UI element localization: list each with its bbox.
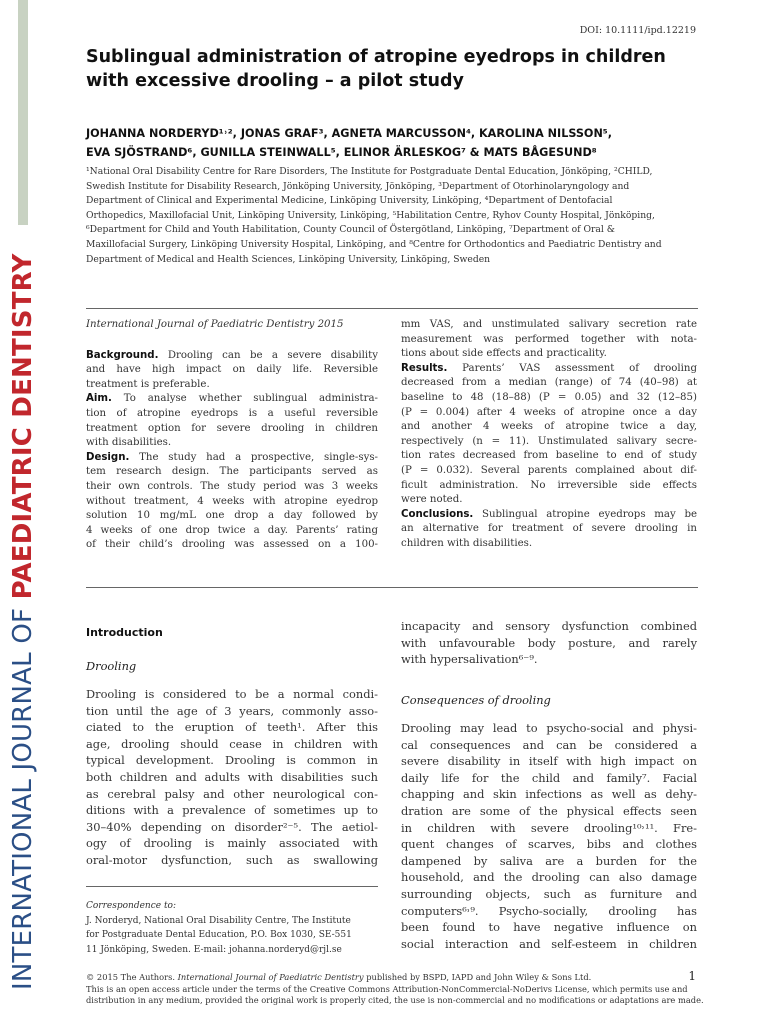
correspondence-line: for Postgraduate Dental Education, P.O. Box 1030, SE-551 bbox=[86, 930, 352, 941]
abstract-section-label: Results. bbox=[401, 362, 448, 374]
intro-right-top bbox=[401, 618, 697, 668]
text-line: household, and the drooling can also damage bbox=[401, 870, 697, 885]
text-line: daily life for the child and family⁷. Facial bbox=[401, 770, 697, 785]
text-line: ogy of drooling is mainly associated with bbox=[86, 836, 378, 851]
text-line-content: tion of atropine eyedrops is a useful reversible bbox=[86, 407, 378, 419]
journal-sidebar bbox=[0, 0, 54, 1024]
text-line bbox=[401, 522, 697, 537]
page-footer bbox=[86, 972, 704, 1007]
doi[interactable]: DOI: 10.1111/ipd.12219 bbox=[579, 25, 696, 36]
affiliation-line: ⁶Department for Child and Youth Habilitation, County Council of Östergötland, Linköping, ⁷Department of Oral & bbox=[86, 224, 615, 236]
text-line-content: tem research design. The participants served as bbox=[86, 466, 378, 478]
text-line bbox=[86, 392, 378, 407]
text-line bbox=[86, 349, 378, 364]
text-line bbox=[401, 406, 697, 421]
text-line: computers⁶˒⁹. Psycho-socially, drooling has bbox=[401, 903, 697, 918]
text-line-content: (P = 0.032). Several parents complained about dif- bbox=[401, 464, 697, 476]
text-line bbox=[401, 449, 697, 464]
text-line: both children and adults with disabilities such bbox=[86, 769, 378, 784]
text-line-content: were noted. bbox=[401, 494, 463, 506]
text-line-content: with disabilities. bbox=[86, 437, 172, 449]
intro-left-text bbox=[86, 686, 378, 869]
title-line: with excessive drooling – a pilot study bbox=[86, 71, 464, 91]
text-line-content: baseline to 48 (18–88) (P = 0.05) and 32 (12–85) bbox=[401, 391, 697, 403]
text-line bbox=[401, 376, 697, 391]
text-line-content: Parents’ VAS assessment of drooling bbox=[447, 362, 697, 374]
copyright-line bbox=[86, 972, 698, 984]
abstract-left-column bbox=[86, 318, 378, 553]
text-line bbox=[401, 435, 697, 450]
text-line-content: 4 weeks of one drop twice a day. Parents’ rating bbox=[86, 524, 378, 536]
text-line-content: (P = 0.004) after 4 weeks of atropine once a day bbox=[401, 406, 697, 418]
text-line-content: their own controls. The study period was 3 weeks bbox=[86, 480, 378, 492]
text-line bbox=[401, 508, 697, 523]
text-line: tion until the age of 3 years, commonly asso- bbox=[86, 703, 378, 718]
text-line bbox=[86, 495, 378, 510]
text-line-content: and have high impact on daily life. Reversible bbox=[86, 364, 378, 376]
subsection-heading-drooling: Drooling bbox=[86, 659, 137, 673]
affiliation-line: Swedish Institute for Disability Research, Jönköping University, Jönköping, ³Department of Otorhinolaryngology and bbox=[86, 180, 630, 192]
correspondence bbox=[86, 899, 386, 957]
text-line: been found to have negative influence on bbox=[401, 920, 697, 935]
journal-name-vertical bbox=[6, 210, 40, 990]
article-title bbox=[86, 45, 706, 93]
text-line: quent changes of scarves, bibs and clothes bbox=[401, 837, 697, 852]
title-line: Sublingual administration of atropine eyedrops in children bbox=[86, 47, 666, 67]
author-line: EVA SJÖSTRAND⁶, GUNILLA STEINWALL⁵, ELINOR ÄRLESKOG⁷ & MATS BÅGESUND⁸ bbox=[86, 146, 597, 159]
text-line-content: tions about side effects and practicality. bbox=[401, 348, 607, 360]
text-line-content: mm VAS, and unstimulated salivary secretion rate bbox=[401, 319, 697, 330]
intro-left-column bbox=[86, 686, 378, 869]
text-line: cal consequences and can be considered a bbox=[401, 737, 697, 752]
affiliation-line: ¹National Oral Disability Centre for Rare Disorders, The Institute for Postgraduate Dental Education, Jönköping, ²CHILD, bbox=[86, 166, 653, 177]
text-line bbox=[401, 479, 697, 494]
text-line-content: treatment is preferable. bbox=[86, 378, 210, 390]
journal-name-part1: INTERNATIONAL JOURNAL OF bbox=[8, 599, 38, 990]
text-line bbox=[86, 465, 378, 480]
affiliation-line: Department of Clinical and Experimental Medicine, Linköping University, Linköping, ⁴Department of Dentofacial bbox=[86, 195, 613, 207]
correspondence-line: 11 Jönköping, Sweden. E-mail: johanna.norderyd@rjl.se bbox=[86, 944, 342, 955]
text-line bbox=[401, 318, 697, 333]
sidebar-color-bar bbox=[18, 0, 28, 225]
license-line: This is an open access article under the terms of the Creative Commons Attribution-NonCommercial-NoDerivs License, which permits use and bbox=[86, 983, 688, 994]
text-line bbox=[86, 363, 378, 378]
text-line bbox=[401, 347, 697, 362]
author-list bbox=[86, 124, 706, 162]
affiliations bbox=[86, 165, 711, 267]
text-line-content: ficult administration. No irreversible side effects bbox=[401, 479, 697, 491]
copyright-post: published by BSPD, IAPD and John Wiley & Sons Ltd. bbox=[363, 972, 592, 982]
text-line-content: The study had a prospective, single-sys- bbox=[129, 451, 378, 463]
text-line: chapping and skin infections as well as dehy- bbox=[401, 787, 697, 802]
page-number: 1 bbox=[688, 969, 696, 983]
text-line bbox=[86, 407, 378, 422]
text-line: Drooling may lead to psycho-social and physi- bbox=[401, 721, 697, 735]
text-line: dration are some of the physical effects seen bbox=[401, 803, 697, 818]
text-line-content: without treatment, 4 weeks with atropine eyedrop bbox=[86, 495, 378, 507]
abstract-section-label: Background. bbox=[86, 349, 159, 361]
text-line: with hypersalivation⁶⁻⁹. bbox=[401, 652, 538, 667]
copyright-pre: © 2015 The Authors. bbox=[86, 972, 178, 982]
text-line-content: Sublingual atropine eyedrops may be bbox=[473, 508, 697, 520]
abstract-right-column bbox=[401, 318, 697, 552]
text-line: typical development. Drooling is common in bbox=[86, 753, 378, 768]
affiliation-line: Orthopedics, Maxillofacial Unit, Linköping University, Linköping, ⁵Habilitation Centre, Ryhov County Hospital, Jönköping, bbox=[86, 209, 655, 221]
text-line-content: measurement was performed together with nota- bbox=[401, 333, 697, 345]
text-line: as cerebral palsy and other neurological con- bbox=[86, 786, 378, 801]
divider bbox=[86, 886, 378, 887]
text-line: Drooling is considered to be a normal condi- bbox=[86, 687, 378, 701]
text-line bbox=[401, 420, 697, 435]
text-line: incapacity and sensory dysfunction combined bbox=[401, 619, 697, 633]
copyright-journal: International Journal of Paediatric Dentistry bbox=[177, 972, 364, 982]
subsection-heading-consequences: Consequences of drooling bbox=[401, 693, 551, 707]
intro-right-column bbox=[401, 720, 697, 952]
text-line bbox=[401, 493, 697, 508]
text-line bbox=[86, 509, 378, 524]
intro-right-top-text bbox=[401, 618, 697, 668]
text-line-content: decreased from a median (range) of 74 (40–98) at bbox=[401, 377, 697, 389]
text-line: ditions with a prevalence of sometimes up to bbox=[86, 803, 378, 818]
text-line-content: solution 10 mg/mL one drop a day followed by bbox=[86, 510, 378, 522]
text-line bbox=[86, 422, 378, 437]
text-line bbox=[86, 524, 378, 539]
text-line: oral-motor dysfunction, such as swallowing bbox=[86, 852, 378, 867]
text-line: in children with severe drooling¹⁰˒¹¹. Fre- bbox=[401, 820, 697, 835]
text-line bbox=[86, 451, 378, 466]
text-line bbox=[86, 436, 378, 451]
abstract-journal-line: International Journal of Paediatric Dentistry 2015 bbox=[86, 319, 344, 330]
abstract-right-text bbox=[401, 318, 697, 552]
correspondence-label: Correspondence to: bbox=[86, 901, 177, 911]
divider bbox=[86, 587, 698, 588]
text-line: social interaction and self-esteem in children bbox=[401, 936, 697, 951]
affiliation-line: Department of Medical and Health Sciences, Linköping University, Linköping, Sweden bbox=[86, 253, 491, 265]
abstract-section-label: Aim. bbox=[86, 393, 112, 405]
text-line: ciated to the eruption of teeth¹. After this bbox=[86, 720, 378, 735]
correspondence-line: J. Norderyd, National Oral Disability Centre, The Institute bbox=[86, 915, 351, 926]
text-line bbox=[401, 537, 697, 552]
abstract-section-label: Conclusions. bbox=[401, 508, 474, 520]
text-line-content: an alternative for treatment of severe drooling in bbox=[401, 523, 697, 535]
text-line-content: of their child’s drooling was assessed on a 100- bbox=[86, 539, 378, 551]
text-line bbox=[86, 378, 378, 393]
text-line bbox=[401, 333, 697, 348]
text-line bbox=[401, 464, 697, 479]
divider bbox=[86, 308, 698, 309]
text-line-content: treatment option for severe drooling in children bbox=[86, 422, 378, 434]
text-line-content: Drooling can be a severe disability bbox=[158, 349, 378, 361]
author-line: JOHANNA NORDERYD¹˒², JONAS GRAF³, AGNETA MARCUSSON⁴, KAROLINA NILSSON⁵, bbox=[86, 127, 612, 140]
text-line: dampened by saliva are a burden for the bbox=[401, 853, 697, 868]
text-line bbox=[401, 391, 697, 406]
affiliation-line: Maxillofacial Surgery, Linköping University Hospital, Linköping, and ⁸Centre for Orthodontics and Paediatric Dentistry and bbox=[86, 238, 662, 250]
text-line: surrounding objects, such as furniture and bbox=[401, 886, 697, 901]
license-line: distribution in any medium, provided the original work is properly cited, the use is non-commercial and no modifications or adaptations are made. bbox=[86, 995, 704, 1006]
text-line-content: To analyse whether sublingual administra- bbox=[111, 393, 378, 405]
text-line bbox=[86, 480, 378, 495]
text-line-content: children with disabilities. bbox=[401, 537, 533, 549]
text-line bbox=[401, 362, 697, 377]
intro-right-text bbox=[401, 720, 697, 952]
section-heading-introduction: Introduction bbox=[86, 626, 163, 639]
text-line-content: tion rates decreased from baseline to end of study bbox=[401, 450, 697, 462]
abstract-section-label: Design. bbox=[86, 451, 130, 463]
text-line bbox=[86, 538, 378, 553]
text-line: 30–40% depending on disorder²⁻⁵. The aetiol- bbox=[86, 819, 378, 834]
abstract-left-text bbox=[86, 349, 378, 553]
text-line: age, drooling should cease in children with bbox=[86, 736, 378, 751]
text-line: severe disability in itself with high impact on bbox=[401, 754, 697, 769]
text-line: with unfavourable body posture, and rarely bbox=[401, 635, 697, 650]
journal-name-part2: PAEDIATRIC DENTISTRY bbox=[8, 253, 38, 600]
text-line-content: respectively (n = 11). Unstimulated salivary secre- bbox=[401, 435, 697, 447]
text-line-content: and another 4 weeks of atropine twice a day, bbox=[401, 421, 697, 433]
